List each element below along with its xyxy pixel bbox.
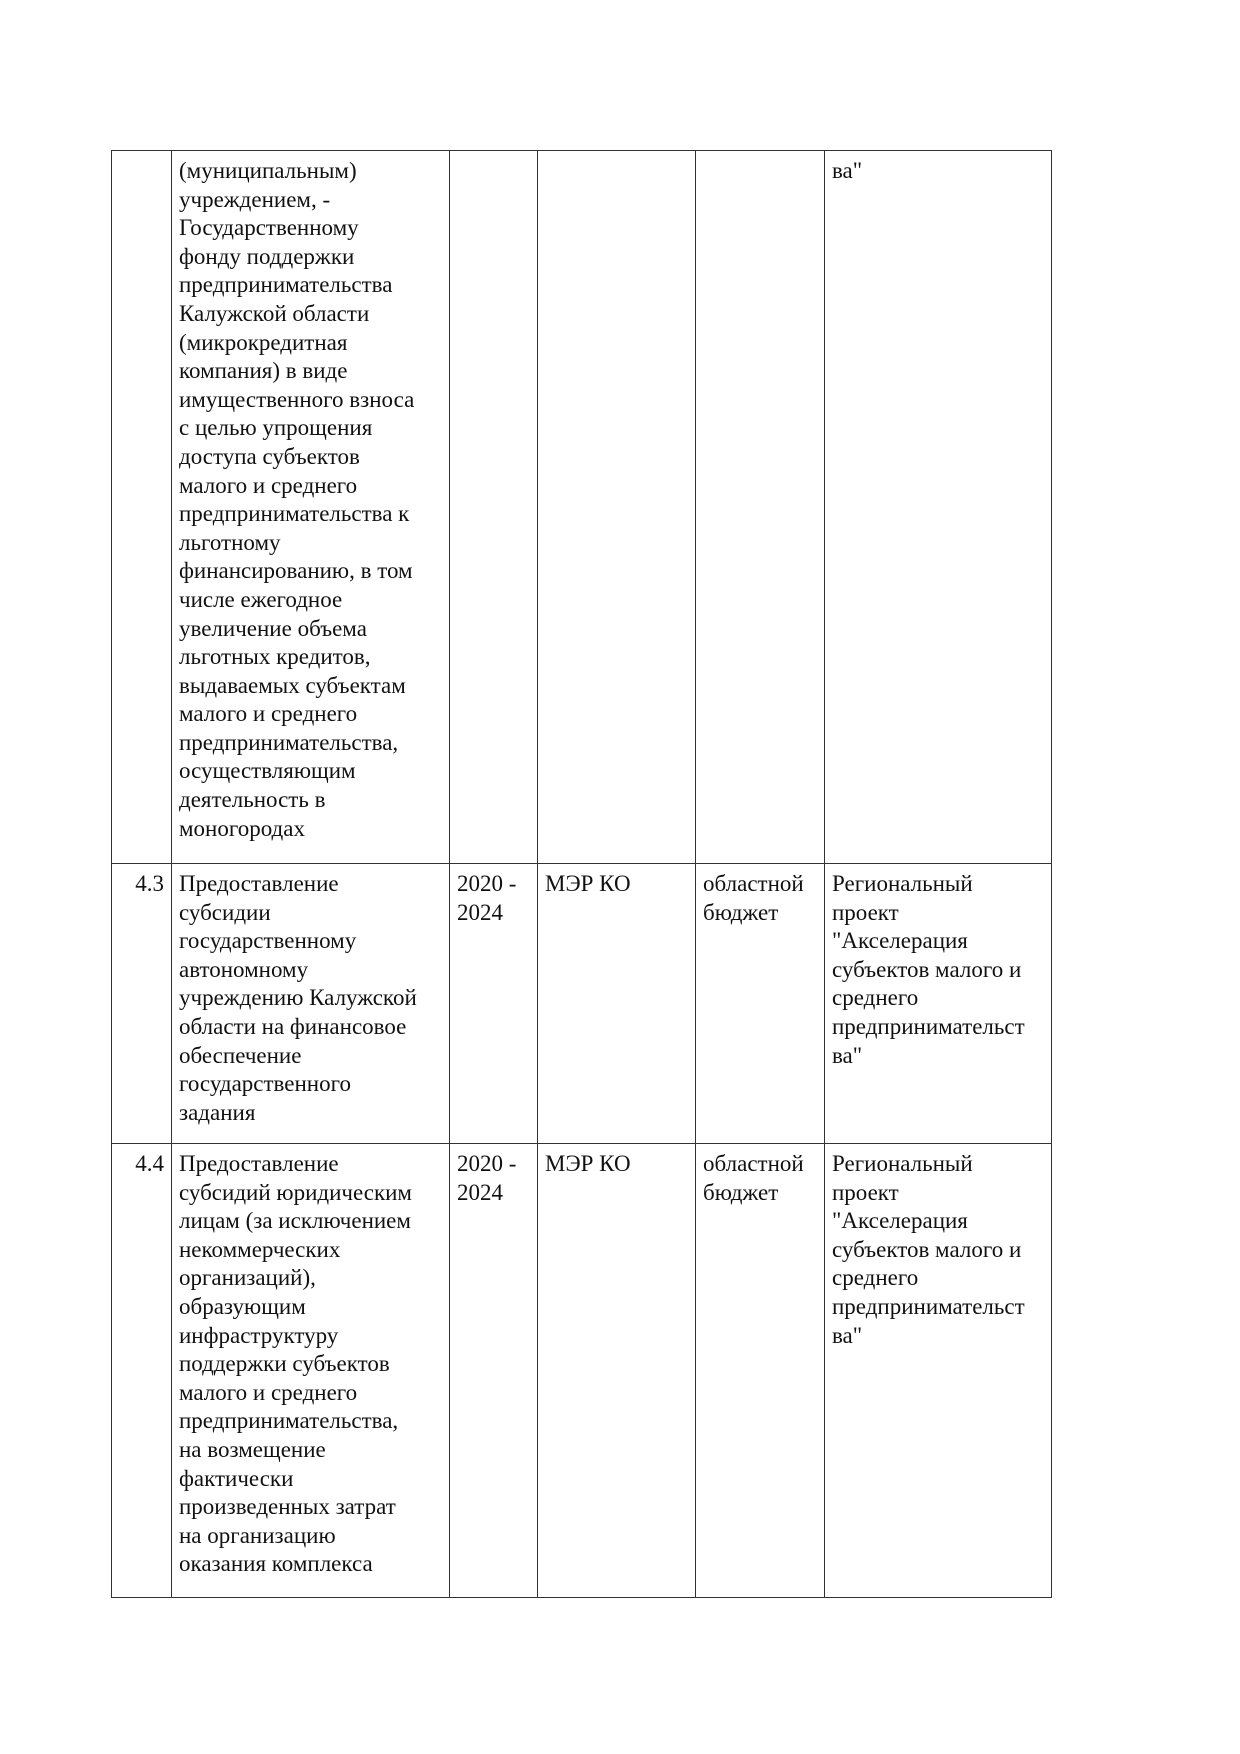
cell-text-line: Калужской области: [179, 300, 370, 326]
cell-text-line: оказания комплекса: [179, 1551, 373, 1577]
cell-text-line: ва": [832, 158, 863, 183]
cell-text-line: "Акселерация: [832, 1208, 968, 1234]
cell-funding-source: [696, 151, 825, 864]
cell-text-line: (муниципальным): [179, 158, 357, 183]
cell-text-line: МЭР КО: [545, 871, 631, 896]
cell-text-line: с целью упрощения: [179, 415, 373, 441]
cell-text-line: субъектов малого и: [832, 956, 1022, 982]
cell-text-line: лицам (за исключением: [179, 1208, 411, 1234]
cell-text-line: 2024: [457, 899, 503, 925]
cell-text-line: ва": [832, 1322, 863, 1348]
cell-text-line: областной: [703, 871, 804, 896]
cell-text-line: осуществляющим: [179, 758, 356, 784]
cell-executor: [538, 864, 696, 1144]
cell-text-line: фонду поддержки: [179, 243, 355, 269]
cell-text-line: малого и среднего: [179, 701, 358, 727]
cell-text-line: (микрокредитная: [179, 329, 348, 355]
cell-text-line: "Акселерация: [832, 928, 968, 954]
cell-text-line: проект: [832, 1179, 899, 1205]
cell-text-line: фактически: [179, 1465, 294, 1491]
cell-text-line: предпринимательст: [832, 1293, 1025, 1319]
table-row: [112, 151, 1052, 864]
cell-text-line: учреждением, -: [179, 186, 331, 212]
cell-text-line: на возмещение: [179, 1436, 326, 1462]
cell-text-line: деятельность в: [179, 787, 326, 813]
cell-text-line: Региональный: [832, 1151, 973, 1176]
cell-text-line: субсидии: [179, 899, 271, 925]
cell-text-line: автономному: [179, 956, 309, 982]
cell-text-line: проект: [832, 899, 899, 925]
cell-text-line: выдаваемых субъектам: [179, 672, 406, 698]
cell-text-line: среднего: [832, 985, 919, 1011]
cell-text-line: 2024: [457, 1179, 503, 1205]
cell-text-line: субъектов малого и: [832, 1236, 1022, 1262]
cell-text-line: среднего: [832, 1265, 919, 1291]
cell-text-line: имущественного взноса: [179, 386, 415, 412]
cell-text-line: предпринимательства,: [179, 1408, 399, 1434]
cell-text-line: произведенных затрат: [179, 1494, 396, 1520]
cell-number: 4.4: [112, 1144, 172, 1598]
cell-text-line: инфраструктуру: [179, 1322, 339, 1348]
cell-text-line: организаций),: [179, 1265, 316, 1291]
cell-text-line: государственному: [179, 928, 357, 954]
cell-text-line: на организацию: [179, 1522, 336, 1548]
cell-text-line: области на финансовое: [179, 1013, 407, 1039]
cell-text-line: увеличение объема: [179, 615, 367, 641]
cell-executor: [538, 151, 696, 864]
cell-text-line: предпринимательст: [832, 1013, 1025, 1039]
cell-text-line: предпринимательства к: [179, 501, 410, 527]
cell-text-line: доступа субъектов: [179, 443, 360, 469]
table-row: [112, 864, 1052, 1144]
cell-number: [112, 151, 172, 864]
cell-text-line: Региональный: [832, 871, 973, 896]
cell-text-line: предпринимательства: [179, 272, 393, 298]
cell-text-line: малого и среднего: [179, 472, 358, 498]
cell-text-line: обеспечение: [179, 1042, 302, 1068]
cell-text-line: Предоставление: [179, 871, 339, 896]
cell-text-line: компания) в виде: [179, 358, 348, 384]
cell-description: [172, 151, 450, 864]
cell-text-line: финансированию, в том: [179, 558, 413, 584]
cell-text-line: ва": [832, 1042, 863, 1068]
cell-text-line: предпринимательства,: [179, 729, 399, 755]
cell-text-line: субсидий юридическим: [179, 1179, 412, 1205]
cell-description: [172, 1144, 450, 1598]
cell-text-line: малого и среднего: [179, 1379, 358, 1405]
cell-text-line: льготных кредитов,: [179, 644, 371, 670]
cell-text-line: бюджет: [703, 899, 779, 925]
cell-number: 4.3: [112, 864, 172, 1144]
cell-text-line: поддержки субъектов: [179, 1351, 390, 1377]
cell-text-line: Предоставление: [179, 1151, 339, 1176]
cell-executor: [538, 1144, 696, 1598]
cell-text-line: бюджет: [703, 1179, 779, 1205]
program-activities-table: [111, 150, 1052, 1598]
cell-period: [450, 864, 538, 1144]
table-body: [112, 151, 1052, 1598]
cell-description: [172, 864, 450, 1144]
cell-funding-source: [696, 1144, 825, 1598]
cell-period: [450, 1144, 538, 1598]
cell-text-line: некоммерческих: [179, 1236, 341, 1262]
cell-text-line: МЭР КО: [545, 1151, 631, 1176]
cell-text-line: областной: [703, 1151, 804, 1176]
cell-project: [825, 864, 1052, 1144]
cell-project: [825, 151, 1052, 864]
cell-text-line: государственного: [179, 1071, 351, 1097]
cell-text-line: образующим: [179, 1293, 306, 1319]
cell-text-line: задания: [179, 1099, 256, 1125]
table-row: [112, 1144, 1052, 1598]
cell-text-line: числе ежегодное: [179, 586, 343, 612]
cell-text-line: 2020 -: [457, 1151, 517, 1176]
cell-text-line: Государственному: [179, 215, 359, 241]
cell-period: [450, 151, 538, 864]
cell-text-line: учреждению Калужской: [179, 985, 417, 1011]
cell-funding-source: [696, 864, 825, 1144]
cell-text-line: льготному: [179, 529, 281, 555]
cell-text-line: 2020 -: [457, 871, 517, 896]
cell-text-line: моногородах: [179, 815, 305, 841]
cell-project: [825, 1144, 1052, 1598]
